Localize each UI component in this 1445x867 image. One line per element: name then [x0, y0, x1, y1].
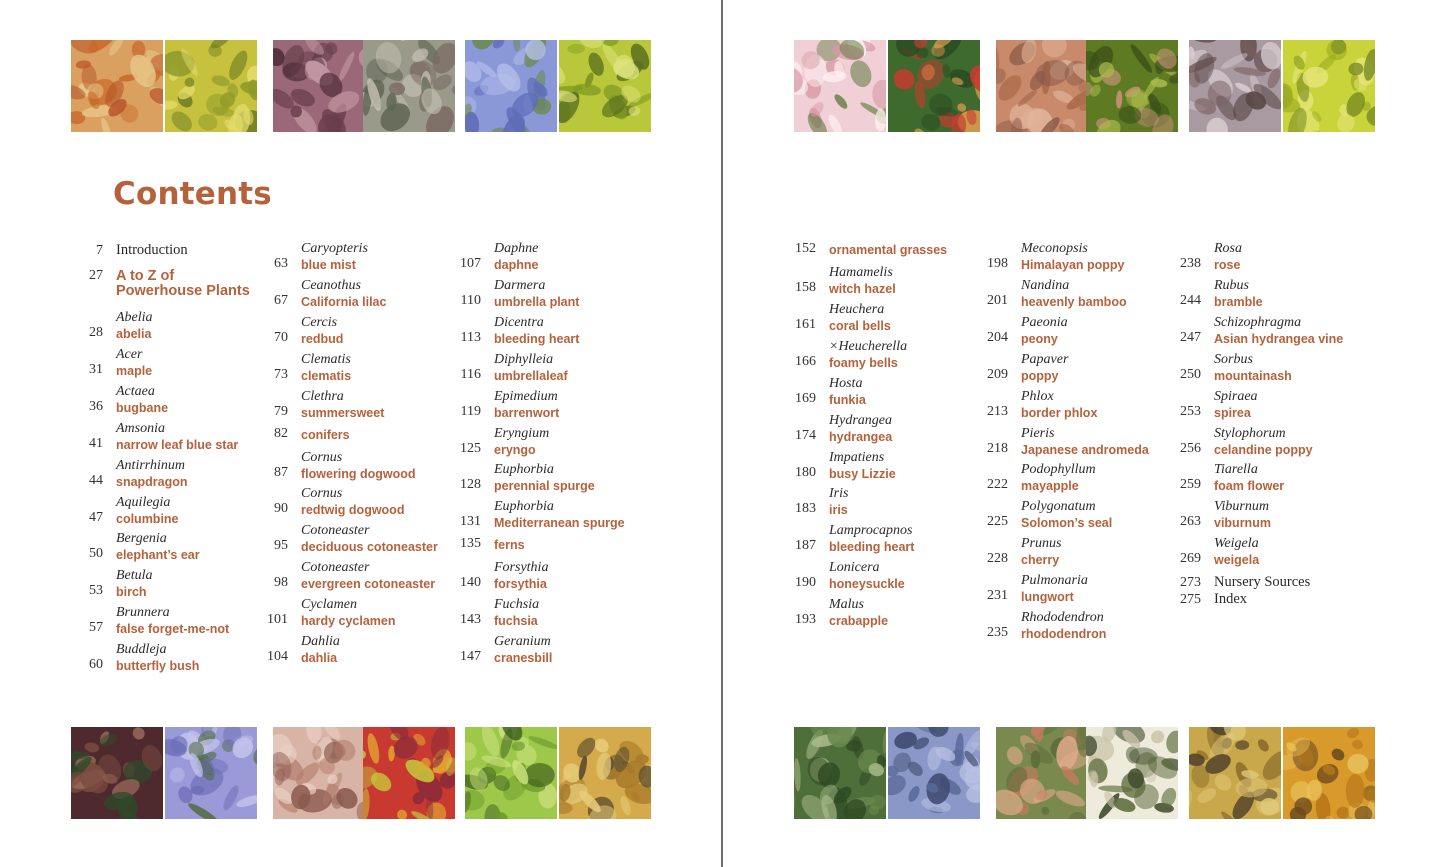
- common-name: flowering dogwood: [301, 466, 416, 481]
- common-name: clematis: [301, 368, 352, 383]
- page-number: 269: [1180, 551, 1201, 567]
- common-name: border phlox: [1021, 405, 1098, 420]
- page-number: 70: [274, 329, 288, 345]
- common-name: snapdragon: [116, 474, 188, 489]
- common-name: maple: [116, 363, 153, 378]
- latin-name: Abelia: [116, 310, 153, 325]
- page-number: 128: [460, 477, 481, 493]
- page-number: 28: [89, 325, 103, 340]
- thumb-yellow-foliage: [165, 40, 257, 132]
- page-number: 140: [460, 575, 481, 591]
- common-name: Himalayan poppy: [1021, 258, 1125, 272]
- common-name: iris: [829, 503, 848, 518]
- page-number: 247: [1180, 329, 1201, 345]
- common-name: birch: [116, 585, 147, 600]
- page-number: 166: [795, 353, 816, 369]
- common-name: umbrella plant: [494, 294, 580, 309]
- thumb-red-tips: [996, 727, 1088, 819]
- common-name: heavenly bamboo: [1021, 294, 1127, 309]
- latin-name: Sorbus: [1214, 351, 1253, 367]
- page-number: 161: [795, 316, 816, 332]
- page-number: 50: [89, 546, 103, 562]
- latin-name: Paeonia: [1021, 314, 1068, 330]
- page-number: 190: [795, 575, 816, 591]
- latin-name: Spiraea: [1214, 388, 1258, 404]
- thumb-white-bells: [1086, 727, 1178, 819]
- latin-name: Lamprocapnos: [829, 523, 913, 539]
- latin-name: Cercis: [301, 314, 338, 330]
- page-number: 67: [274, 292, 288, 308]
- common-name: eryngo: [494, 442, 536, 457]
- common-name: bugbane: [116, 400, 169, 415]
- thumb-golden-shrub: [1283, 40, 1375, 132]
- page-number: 147: [460, 649, 481, 664]
- common-name: lungwort: [1021, 590, 1074, 605]
- page-number: 180: [795, 464, 816, 480]
- page-number: 90: [274, 501, 288, 517]
- page-gutter: [721, 0, 723, 867]
- common-name: mountainash: [1214, 368, 1292, 383]
- common-name: summersweet: [301, 405, 385, 420]
- latin-name: Epimedium: [494, 388, 558, 404]
- latin-name: Nandina: [1021, 277, 1070, 293]
- latin-name: Ceanothus: [301, 277, 361, 293]
- page-number: 27: [89, 268, 103, 283]
- page-number: 253: [1180, 403, 1201, 419]
- latin-name: Rosa: [1214, 241, 1242, 256]
- page-number: 174: [795, 427, 816, 443]
- thumb-hosta-gold: [559, 727, 651, 819]
- latin-name: Cotoneaster: [301, 523, 370, 539]
- thumb-hosta-green: [465, 727, 557, 819]
- page-number: 201: [987, 292, 1008, 308]
- common-name: deciduous cotoneaster: [301, 540, 438, 555]
- latin-name: Cornus: [301, 449, 343, 465]
- thumb-fall-canopy: [1283, 727, 1375, 819]
- common-name: columbine: [116, 511, 179, 526]
- common-name: hydrangea: [829, 429, 893, 444]
- common-name: ferns: [494, 538, 525, 553]
- common-name: narrow leaf blue star: [116, 437, 239, 452]
- page-number: 273: [1180, 575, 1201, 591]
- common-name: abelia: [116, 327, 152, 341]
- common-name: forsythia: [494, 577, 547, 592]
- page-number: 60: [89, 657, 103, 673]
- page-number: 143: [460, 612, 481, 628]
- page-number: 7: [96, 243, 103, 258]
- thumb-blue-flowers: [465, 40, 557, 132]
- page-number: 231: [987, 588, 1008, 604]
- page-number: 119: [460, 403, 481, 419]
- latin-name: Rubus: [1214, 277, 1249, 293]
- thumb-catkins: [1189, 727, 1281, 819]
- page-title: Contents: [113, 176, 272, 212]
- common-name: redtwig dogwood: [301, 503, 405, 518]
- common-name: rhododendron: [1021, 627, 1107, 641]
- common-name: elephant’s ear: [116, 548, 200, 563]
- thumb-pink-blossom: [794, 40, 886, 132]
- page-number: 218: [987, 440, 1008, 456]
- common-name: false forget-me-not: [116, 622, 230, 637]
- latin-name: Rhododendron: [1021, 610, 1104, 625]
- page-number: 41: [89, 435, 103, 451]
- latin-name: Aquilegia: [116, 494, 171, 510]
- latin-name: Clethra: [301, 388, 344, 404]
- page-number: 44: [89, 472, 103, 488]
- latin-name: Dahlia: [301, 634, 340, 649]
- page-number: 31: [89, 361, 103, 377]
- latin-name: Clematis: [301, 351, 351, 367]
- page-number: 95: [274, 538, 288, 554]
- latin-name: Pulmonaria: [1021, 573, 1088, 589]
- page-number: 204: [987, 329, 1008, 345]
- page-number: 225: [987, 514, 1008, 530]
- common-name: peony: [1021, 331, 1058, 346]
- latin-name: Heuchera: [829, 301, 885, 317]
- thumb-blue-phlox: [165, 727, 257, 819]
- thumb-peeling-bark: [996, 40, 1088, 132]
- page-number: 187: [795, 538, 816, 554]
- latin-name: Weigela: [1214, 536, 1259, 552]
- page-number: 244: [1180, 292, 1201, 308]
- latin-name: Cyclamen: [301, 597, 357, 613]
- common-name: honeysuckle: [829, 577, 905, 592]
- thumb-autumn-leaves: [363, 727, 455, 819]
- common-name: funkia: [829, 392, 866, 407]
- page-number: 113: [460, 329, 481, 345]
- latin-name: Fuchsia: [494, 597, 540, 613]
- page-number: 73: [274, 366, 288, 382]
- page-number: 57: [89, 620, 103, 636]
- latin-name: Euphorbia: [494, 462, 554, 478]
- common-name: bleeding heart: [494, 331, 580, 346]
- page-number: 116: [460, 366, 481, 382]
- common-name: Japanese andromeda: [1021, 442, 1149, 457]
- latin-name: Hydrangea: [829, 412, 892, 428]
- latin-name: Viburnum: [1214, 499, 1269, 515]
- page-number: 259: [1180, 477, 1201, 493]
- common-name: crabapple: [829, 614, 889, 629]
- common-name: California lilac: [301, 294, 387, 309]
- common-name: viburnum: [1214, 516, 1271, 531]
- common-name: hardy cyclamen: [301, 614, 396, 629]
- latin-name: Eryngium: [494, 425, 550, 441]
- common-name: dahlia: [301, 651, 338, 665]
- page-number: 250: [1180, 366, 1201, 382]
- latin-name: Bergenia: [116, 531, 167, 547]
- common-name: Solomon’s seal: [1021, 516, 1113, 531]
- entry-title: Nursery Sources: [1214, 574, 1311, 591]
- latin-name: Betula: [116, 568, 153, 584]
- common-name: fuchsia: [494, 614, 538, 629]
- thumb-orange-stems: [71, 40, 163, 132]
- latin-name: Lonicera: [829, 560, 880, 576]
- latin-name: Hamamelis: [829, 265, 893, 280]
- latin-name: Dicentra: [494, 314, 544, 330]
- thumb-pine-needles: [1086, 40, 1178, 132]
- latin-name: Pieris: [1021, 425, 1055, 441]
- common-name: weigela: [1214, 553, 1260, 568]
- section-title: A to Z of: [116, 268, 175, 284]
- latin-name: Brunnera: [116, 605, 170, 621]
- page-number: 63: [274, 256, 288, 271]
- thumb-silver-fern: [363, 40, 455, 132]
- common-name: conifers: [301, 427, 350, 442]
- page-number: 263: [1180, 514, 1201, 530]
- common-name: evergreen cotoneaster: [301, 577, 436, 592]
- page-number: 183: [795, 501, 816, 517]
- page-number: 98: [274, 575, 288, 591]
- page-number: 213: [987, 403, 1008, 419]
- latin-name: ×Heucherella: [829, 338, 908, 354]
- common-name: mayapple: [1021, 479, 1079, 494]
- thumb-ivy: [794, 727, 886, 819]
- latin-name: Impatiens: [829, 449, 885, 465]
- common-name: umbrellaleaf: [494, 368, 568, 383]
- page-number: 235: [987, 625, 1008, 640]
- latin-name: Geranium: [494, 634, 551, 649]
- page-number: 256: [1180, 440, 1201, 456]
- thumb-purple-fern: [273, 40, 365, 132]
- latin-name: Actaea: [116, 383, 155, 399]
- common-name: rose: [1214, 258, 1241, 272]
- latin-name: Amsonia: [116, 420, 165, 436]
- common-name: cranesbill: [494, 651, 553, 665]
- page-number: 104: [267, 649, 288, 664]
- latin-name: Polygonatum: [1021, 499, 1096, 515]
- common-name: barrenwort: [494, 405, 560, 420]
- page-number: 125: [460, 440, 481, 456]
- common-name: blue mist: [301, 258, 356, 272]
- page-number: 152: [795, 241, 816, 256]
- section-title-line2: Powerhouse Plants: [116, 283, 250, 299]
- thumb-lime-leaves: [559, 40, 651, 132]
- page-number: 110: [460, 292, 481, 308]
- page-number: 87: [274, 464, 288, 480]
- thumb-dark-grass: [71, 727, 163, 819]
- latin-name: Prunus: [1021, 536, 1062, 552]
- common-name: perennial spurge: [494, 479, 595, 494]
- latin-name: Diphylleia: [494, 351, 554, 367]
- common-name: redbud: [301, 331, 344, 346]
- page-number: 193: [795, 612, 816, 628]
- common-name: busy Lizzie: [829, 466, 896, 481]
- thumb-bare-twigs: [1189, 40, 1281, 132]
- page-number: 82: [274, 425, 288, 441]
- latin-name: Tiarella: [1214, 462, 1258, 478]
- common-name: celandine poppy: [1214, 442, 1313, 457]
- thumb-sea-holly: [888, 727, 980, 819]
- latin-name: Daphne: [494, 241, 539, 256]
- entry-title: Introduction: [116, 242, 188, 258]
- common-name: Asian hydrangea vine: [1214, 331, 1344, 346]
- latin-name: Buddleja: [116, 642, 167, 658]
- common-name: spirea: [1214, 405, 1251, 420]
- page-number: 53: [89, 583, 103, 599]
- page-number: 169: [795, 390, 816, 406]
- latin-name: Hosta: [829, 375, 863, 391]
- page-number: 198: [987, 256, 1008, 271]
- page-number: 222: [987, 477, 1008, 493]
- latin-name: Phlox: [1021, 388, 1054, 404]
- latin-name: Acer: [116, 346, 143, 362]
- common-name: witch hazel: [829, 282, 896, 296]
- page-number: 131: [460, 514, 481, 530]
- latin-name: Stylophorum: [1214, 425, 1286, 441]
- page-number: 158: [795, 280, 816, 295]
- latin-name: Papaver: [1021, 351, 1069, 367]
- common-name: cherry: [1021, 553, 1060, 568]
- page-number: 228: [987, 551, 1008, 567]
- page-number: 238: [1180, 256, 1201, 271]
- common-name: bleeding heart: [829, 540, 915, 555]
- common-name: ornamental grasses: [829, 243, 948, 257]
- common-name: poppy: [1021, 368, 1059, 383]
- common-name: Mediterranean spurge: [494, 516, 625, 531]
- latin-name: Caryopteris: [301, 241, 368, 256]
- latin-name: Cornus: [301, 486, 343, 502]
- latin-name: Podophyllum: [1021, 462, 1096, 478]
- common-name: foamy bells: [829, 355, 898, 370]
- common-name: bramble: [1214, 294, 1263, 309]
- page-number: 101: [267, 612, 288, 628]
- common-name: coral bells: [829, 318, 891, 333]
- latin-name: Euphorbia: [494, 499, 554, 515]
- latin-name: Forsythia: [494, 560, 549, 576]
- thumb-red-fruit: [888, 40, 980, 132]
- page-number: 135: [460, 536, 481, 552]
- entry-title: Index: [1214, 591, 1248, 608]
- latin-name: Meconopsis: [1021, 241, 1088, 256]
- latin-name: Cotoneaster: [301, 560, 370, 576]
- page-number: 47: [89, 509, 103, 525]
- page-number: 209: [987, 366, 1008, 382]
- page-number: 79: [274, 403, 288, 419]
- common-name: butterfly bush: [116, 659, 200, 674]
- latin-name: Malus: [829, 597, 864, 613]
- latin-name: Darmera: [494, 277, 546, 293]
- page-number: 275: [1180, 592, 1201, 608]
- thumb-striped-bark: [273, 727, 365, 819]
- latin-name: Iris: [829, 486, 849, 502]
- common-name: foam flower: [1214, 479, 1285, 494]
- latin-name: Antirrhinum: [116, 457, 185, 473]
- latin-name: Schizophragma: [1214, 314, 1302, 330]
- page-number: 36: [89, 398, 103, 414]
- common-name: daphne: [494, 258, 539, 272]
- page-number: 107: [460, 256, 481, 271]
